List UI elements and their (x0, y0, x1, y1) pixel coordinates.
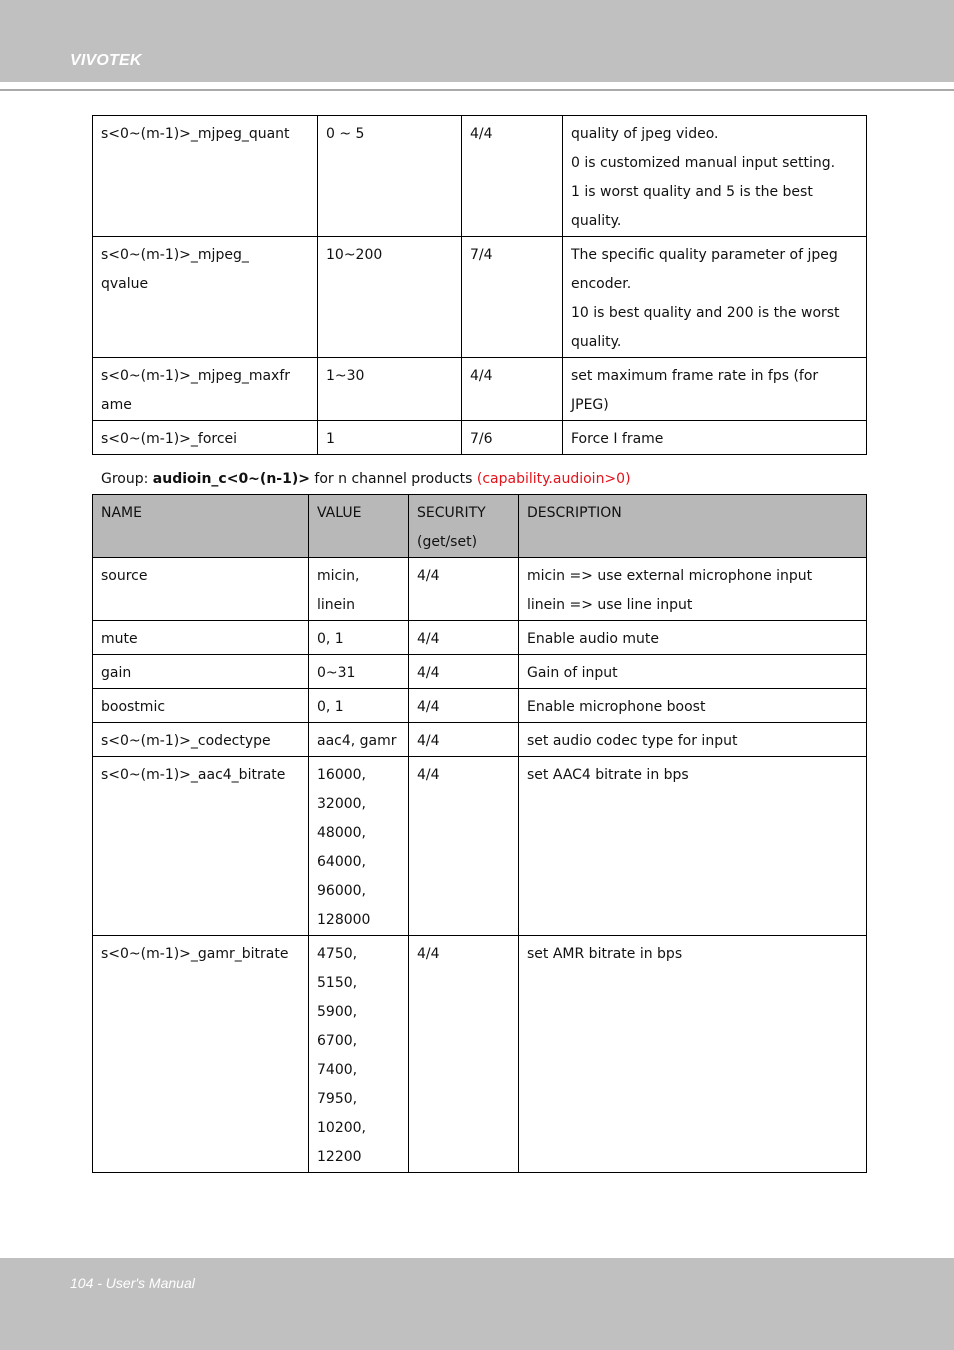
description-line: 10 is best quality and 200 is the worst (571, 305, 840, 321)
cell-security (409, 621, 519, 655)
parameter-table-audioin (92, 494, 867, 1173)
name-line: ame (101, 397, 132, 413)
cell-description (519, 936, 867, 1173)
cell-security (462, 421, 563, 455)
cell-security (409, 558, 519, 621)
description-line: JPEG) (571, 397, 609, 413)
security-line: 4/4 (470, 368, 493, 384)
value-line: 48000, (317, 825, 366, 841)
cell-value (309, 558, 409, 621)
cell-value (309, 655, 409, 689)
name-line: s<0~(m-1)>_codectype (101, 733, 271, 749)
cell-description (563, 358, 867, 421)
value-line: 128000 (317, 912, 371, 928)
cell-description (519, 621, 867, 655)
value-line: 7400, (317, 1062, 358, 1078)
cell-name (93, 689, 309, 723)
cell-name (93, 936, 309, 1173)
value-line: 32000, (317, 796, 366, 812)
cell-description (563, 237, 867, 358)
security-line: 4/4 (417, 733, 440, 749)
cell-name (93, 558, 309, 621)
cell-name (93, 757, 309, 936)
value-line: 0, 1 (317, 631, 344, 647)
table-row (93, 689, 867, 723)
cell-security (409, 936, 519, 1173)
value-line: 96000, (317, 883, 366, 899)
security-line: 4/4 (417, 568, 440, 584)
cell-security (409, 723, 519, 757)
page-header (0, 0, 954, 82)
group-name: audioin_c<0~(n-1)> (152, 471, 310, 487)
name-line: s<0~(m-1)>_forcei (101, 431, 238, 447)
description-line: Gain of input (527, 665, 618, 681)
table-row (93, 757, 867, 936)
security-line: 4/4 (417, 767, 440, 783)
name-line: qvalue (101, 276, 149, 292)
cell-name (93, 421, 318, 455)
name-line: s<0~(m-1)>_aac4_bitrate (101, 767, 286, 783)
name-line: s<0~(m-1)>_mjpeg_ (101, 247, 249, 263)
cell-description (563, 421, 867, 455)
table-row (93, 655, 867, 689)
parameter-table-video-body (93, 116, 867, 455)
header-divider (0, 89, 954, 91)
value-line: 64000, (317, 854, 366, 870)
value-line: 5150, (317, 975, 358, 991)
cell-value (309, 757, 409, 936)
group-middle-text: for n channel products (309, 471, 477, 487)
value-line: 4750, (317, 946, 358, 962)
cell-value (318, 358, 462, 421)
page-footer (0, 1258, 954, 1350)
cell-name (93, 116, 318, 237)
security-line: 7/4 (470, 247, 493, 263)
table-row (93, 936, 867, 1173)
value-line: 1~30 (326, 368, 365, 384)
name-line: s<0~(m-1)>_mjpeg_quant (101, 126, 290, 142)
value-line: micin, (317, 568, 360, 584)
cell-security (409, 757, 519, 936)
cell-security (462, 358, 563, 421)
description-line: set maximum frame rate in fps (for (571, 368, 819, 384)
table-row (93, 723, 867, 757)
security-line: 4/4 (470, 126, 493, 142)
description-line: 0 is customized manual input setting. (571, 155, 836, 171)
group-prefix: Group: (101, 471, 153, 487)
cell-name (93, 237, 318, 358)
description-line: Force I frame (571, 431, 664, 447)
description-line: set AAC4 bitrate in bps (527, 767, 689, 783)
value-line: 10200, (317, 1120, 366, 1136)
name-line: gain (101, 665, 132, 681)
name-line: s<0~(m-1)>_gamr_bitrate (101, 946, 289, 962)
value-line: linein (317, 597, 356, 613)
cell-value (318, 421, 462, 455)
cell-value (318, 237, 462, 358)
value-line: 0~31 (317, 665, 356, 681)
table-row (93, 116, 867, 237)
value-line: 10~200 (326, 247, 383, 263)
value-line: 1 (326, 431, 335, 447)
value-line: 0 ~ 5 (326, 126, 365, 142)
cell-value (309, 723, 409, 757)
cell-name (93, 655, 309, 689)
table-row (93, 558, 867, 621)
cell-value (318, 116, 462, 237)
description-line: set audio codec type for input (527, 733, 738, 749)
value-line: 7950, (317, 1091, 358, 1107)
description-line: 1 is worst quality and 5 is the best (571, 184, 813, 200)
description-line: Enable audio mute (527, 631, 659, 647)
cell-description (519, 757, 867, 936)
description-line: quality. (571, 334, 622, 350)
cell-name (93, 621, 309, 655)
table-header-row (93, 495, 867, 558)
cell-description (563, 116, 867, 237)
parameter-table-video (92, 115, 867, 455)
group-capability: (capability.audioin>0) (476, 471, 631, 487)
description-line: Enable microphone boost (527, 699, 706, 715)
security-line: 4/4 (417, 946, 440, 962)
cell-value (309, 621, 409, 655)
page-number-label: 104 - User's Manual (70, 1275, 195, 1291)
cell-security (409, 655, 519, 689)
table-row (93, 358, 867, 421)
header-description: DESCRIPTION (519, 495, 867, 558)
value-line: 5900, (317, 1004, 358, 1020)
table-row (93, 237, 867, 358)
value-line: aac4, gamr (317, 733, 397, 749)
value-line: 16000, (317, 767, 366, 783)
cell-description (519, 689, 867, 723)
cell-value (309, 936, 409, 1173)
cell-description (519, 723, 867, 757)
cell-name (93, 723, 309, 757)
name-line: source (101, 568, 148, 584)
table-row (93, 621, 867, 655)
cell-security (462, 237, 563, 358)
parameter-table-audioin-body (93, 558, 867, 1173)
cell-name (93, 358, 318, 421)
description-line: quality. (571, 213, 622, 229)
description-line: quality of jpeg video. (571, 126, 719, 142)
description-line: linein => use line input (527, 597, 693, 613)
header-security: SECURITY (get/set) (409, 495, 519, 558)
security-line: 4/4 (417, 665, 440, 681)
security-line: 4/4 (417, 631, 440, 647)
description-line: set AMR bitrate in bps (527, 946, 683, 962)
cell-security (462, 116, 563, 237)
cell-security (409, 689, 519, 723)
value-line: 0, 1 (317, 699, 344, 715)
description-line: micin => use external microphone input (527, 568, 813, 584)
brand-logo-text: VIVOTEK (70, 52, 142, 69)
header-name: NAME (93, 495, 309, 558)
value-line: 12200 (317, 1149, 362, 1165)
security-line: 4/4 (417, 699, 440, 715)
cell-description (519, 558, 867, 621)
cell-description (519, 655, 867, 689)
group-heading (101, 469, 631, 489)
cell-value (309, 689, 409, 723)
table-row (93, 421, 867, 455)
name-line: s<0~(m-1)>_mjpeg_maxfr (101, 368, 291, 384)
description-line: encoder. (571, 276, 632, 292)
value-line: 6700, (317, 1033, 358, 1049)
description-line: The specific quality parameter of jpeg (571, 247, 838, 263)
header-value: VALUE (309, 495, 409, 558)
name-line: mute (101, 631, 138, 647)
name-line: boostmic (101, 699, 166, 715)
security-line: 7/6 (470, 431, 493, 447)
